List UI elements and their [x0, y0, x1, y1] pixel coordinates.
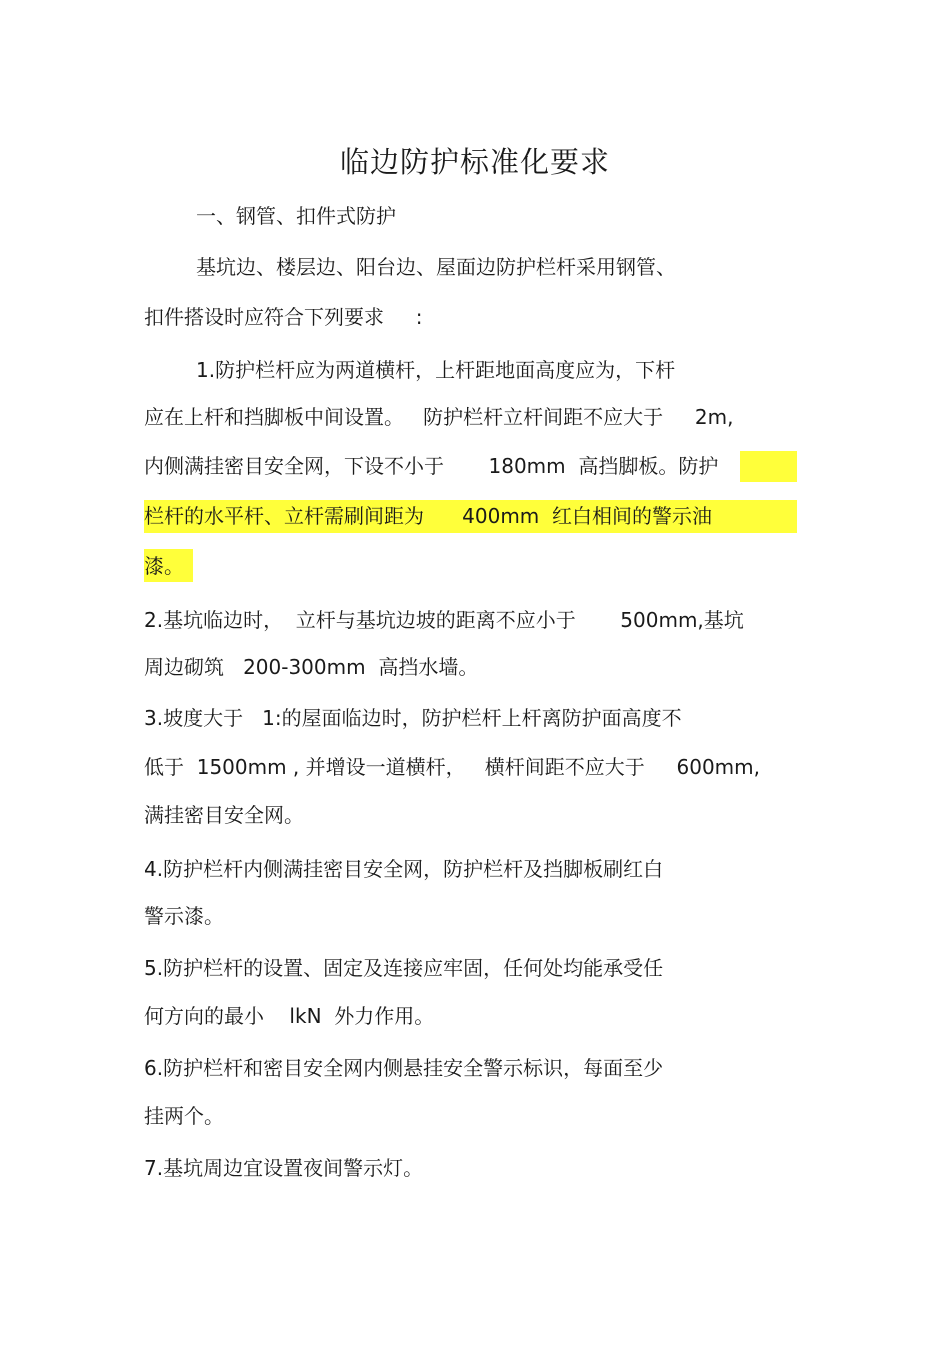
- item2-line-1: 2.基坑临边时， 立杆与基坑边坡的距离不应小于 500mm,基坑: [144, 608, 744, 632]
- item1-line-4: 栏杆的水平杆、立杆需刷间距为 400mm 红白相间的警示油: [144, 504, 712, 528]
- item1-line-3-highlight: 护: [698, 454, 719, 478]
- item1-line-3: [144, 451, 718, 481]
- item1-line-5: 漆。: [144, 554, 184, 578]
- item5-line-1: 5.防护栏杆的设置、固定及连接应牢固，任何处均能承受任: [144, 956, 664, 980]
- item1-line-3-plain: 内侧满挂密目安全网，下设不小于 180mm 高挡脚板。防: [144, 454, 699, 478]
- highlight-box-1: [740, 451, 797, 482]
- item2-line-2: 周边砌筑 200-300mm 高挡水墙。: [144, 655, 479, 679]
- section-heading: 一、钢管、扣件式防护: [196, 204, 396, 228]
- item1-line-2: 应在上杆和挡脚板中间设置。 防护栏杆立杆间距不应大于 2m,: [144, 405, 734, 429]
- item3-line-1: 3.坡度大于 1:的屋面临边时，防护栏杆上杆离防护面高度不: [144, 706, 682, 730]
- intro-line-1: 基坑边、楼层边、阳台边、屋面边防护栏杆采用钢管、: [196, 255, 676, 279]
- intro-line-2: 扣件搭设时应符合下列要求 :: [144, 305, 423, 329]
- item4-line-1: 4.防护栏杆内侧满挂密目安全网，防护栏杆及挡脚板刷红白: [144, 857, 664, 881]
- item3-line-3: 满挂密目安全网。: [144, 803, 304, 827]
- document-title: 临边防护标准化要求: [339, 145, 610, 179]
- item6-line-1: 6.防护栏杆和密目安全网内侧悬挂安全警示标识，每面至少: [144, 1056, 664, 1080]
- item7-line-1: 7.基坑周边宜设置夜间警示灯。: [144, 1156, 424, 1180]
- item3-line-2: 低于 1500mm , 并增设一道横杆， 横杆间距不应大于 600mm,: [144, 755, 761, 779]
- item4-line-2: 警示漆。: [144, 904, 224, 928]
- item5-line-2: 何方向的最小 lkN 外力作用。: [144, 1004, 435, 1028]
- item6-line-2: 挂两个。: [144, 1104, 224, 1128]
- item1-line-1: 1.防护栏杆应为两道横杆，上杆距地面高度应为，下杆: [196, 358, 676, 382]
